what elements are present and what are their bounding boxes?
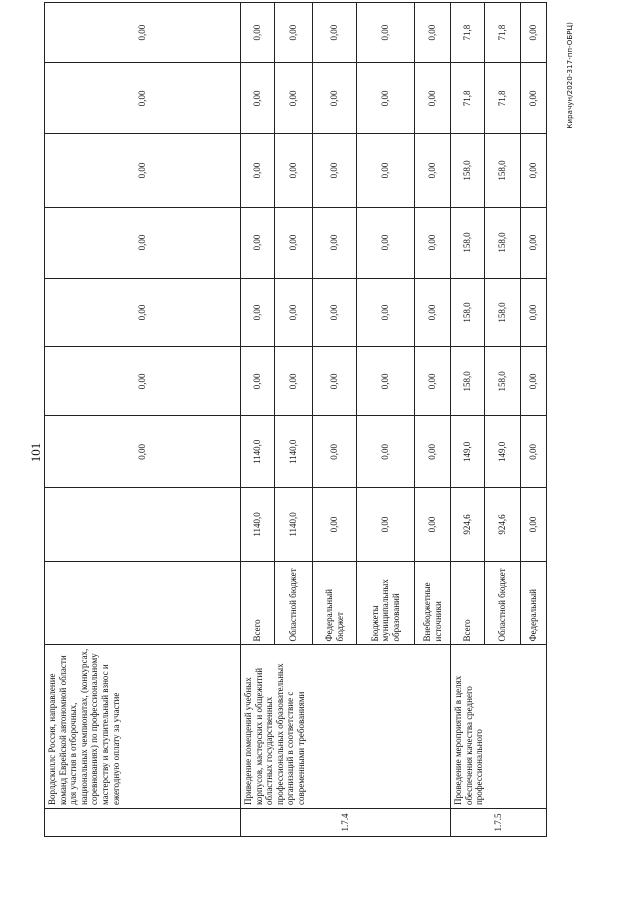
value-cell: 158,0 [451,347,485,416]
value-cell: 0,00 [241,134,275,207]
value-cell: 0,00 [521,278,547,347]
funding-source: Областной бюджет [485,561,521,645]
value-cell: 0,00 [241,3,275,63]
value-cell: 0,00 [313,488,357,561]
value-cell: 0,00 [241,347,275,416]
value-cell: 158,0 [485,207,521,278]
value-cell: 1140,0 [241,488,275,561]
value-cell: 0,00 [521,3,547,63]
value-cell: 158,0 [485,347,521,416]
value-cell: 924,6 [485,488,521,561]
table-row [45,3,241,837]
value-cell: 0,00 [45,207,241,278]
funding-source: Бюджеты муниципальных образований [357,561,415,645]
value-cell: 0,00 [415,134,451,207]
value-cell: 0,00 [415,488,451,561]
value-cell: 0,00 [357,488,415,561]
value-cell: 158,0 [485,134,521,207]
value-cell: 149,0 [485,416,521,488]
funding-source: Федеральный бюджет [313,561,357,645]
value-cell: 0,00 [313,347,357,416]
value-cell: 158,0 [451,278,485,347]
value-cell: 0,00 [357,207,415,278]
value-cell: 0,00 [357,3,415,63]
value-cell: 158,0 [485,278,521,347]
value-cell: 158,0 [451,207,485,278]
table-row [451,3,485,837]
row-code [45,809,241,837]
measure-name: Ворлдскиллс Россия, направление команд Еврейской автономной области для участия в отборочных, национальных чемпионатах, (конкурсах, соревнованиях) по профессиональному мастерству и вступительный взнос и ежегодную оплату за участие [45,645,241,809]
funding-source: Всего [241,561,275,645]
value-cell: 0,00 [357,278,415,347]
value-cell: 0,00 [415,416,451,488]
funding-source: Федеральный [521,561,547,645]
value-cell: 0,00 [275,63,313,134]
value-cell: 0,00 [45,3,241,63]
row-code: 1.7.4 [241,809,451,837]
value-cell: 0,00 [357,347,415,416]
value-cell: 71,8 [485,3,521,63]
value-cell: 0,00 [241,207,275,278]
value-cell: 149,0 [451,416,485,488]
value-cell: 0,00 [275,278,313,347]
value-cell: 0,00 [275,134,313,207]
value-cell: 0,00 [45,416,241,488]
value-cell: 0,00 [415,3,451,63]
value-cell: 0,00 [415,347,451,416]
budget-table [44,2,547,837]
value-cell: 0,00 [357,416,415,488]
value-cell: 0,00 [521,207,547,278]
value-cell: 0,00 [415,207,451,278]
value-cell: 0,00 [313,416,357,488]
value-cell: 1140,0 [275,416,313,488]
value-cell: 158,0 [451,134,485,207]
value-cell: 71,8 [451,3,485,63]
footer-code: Кирачун/2020-317-пп-ОБРЦ) [566,22,574,129]
value-cell: 0,00 [521,134,547,207]
value-cell: 924,6 [451,488,485,561]
value-cell: 1140,0 [275,488,313,561]
value-cell: 0,00 [45,278,241,347]
budget-table-body [45,3,547,837]
value-cell: 0,00 [275,347,313,416]
value-cell: 0,00 [521,488,547,561]
value-cell [45,488,241,561]
value-cell: 0,00 [313,278,357,347]
funding-source: Внебюджетные источники [415,561,451,645]
funding-source: Областной бюджет [275,561,313,645]
value-cell: 0,00 [45,347,241,416]
table-row [241,3,275,837]
funding-source [45,561,241,645]
value-cell: 0,00 [313,134,357,207]
value-cell: 0,00 [521,347,547,416]
value-cell: 0,00 [45,134,241,207]
value-cell: 71,8 [451,63,485,134]
value-cell: 0,00 [313,3,357,63]
value-cell: 0,00 [275,207,313,278]
funding-source: Всего [451,561,485,645]
page-number: 101 [28,442,43,463]
value-cell: 0,00 [357,134,415,207]
value-cell: 0,00 [313,63,357,134]
measure-name: Приведение помещений учебных корпусов, мастерских и общежитий областных государственных профессиональных образовательных организаций в соответствие с современными требованиями [241,645,451,809]
value-cell: 0,00 [521,416,547,488]
value-cell: 71,8 [485,63,521,134]
row-code: 1.7.5 [451,809,547,837]
value-cell: 0,00 [45,63,241,134]
value-cell: 0,00 [521,63,547,134]
value-cell: 0,00 [357,63,415,134]
value-cell: 0,00 [241,63,275,134]
value-cell: 0,00 [415,278,451,347]
value-cell: 0,00 [415,63,451,134]
value-cell: 1140,0 [241,416,275,488]
value-cell: 0,00 [275,3,313,63]
measure-name: Проведение мероприятий в целях обеспечения качества среднего профессионального [451,645,547,809]
value-cell: 0,00 [241,278,275,347]
value-cell: 0,00 [313,207,357,278]
